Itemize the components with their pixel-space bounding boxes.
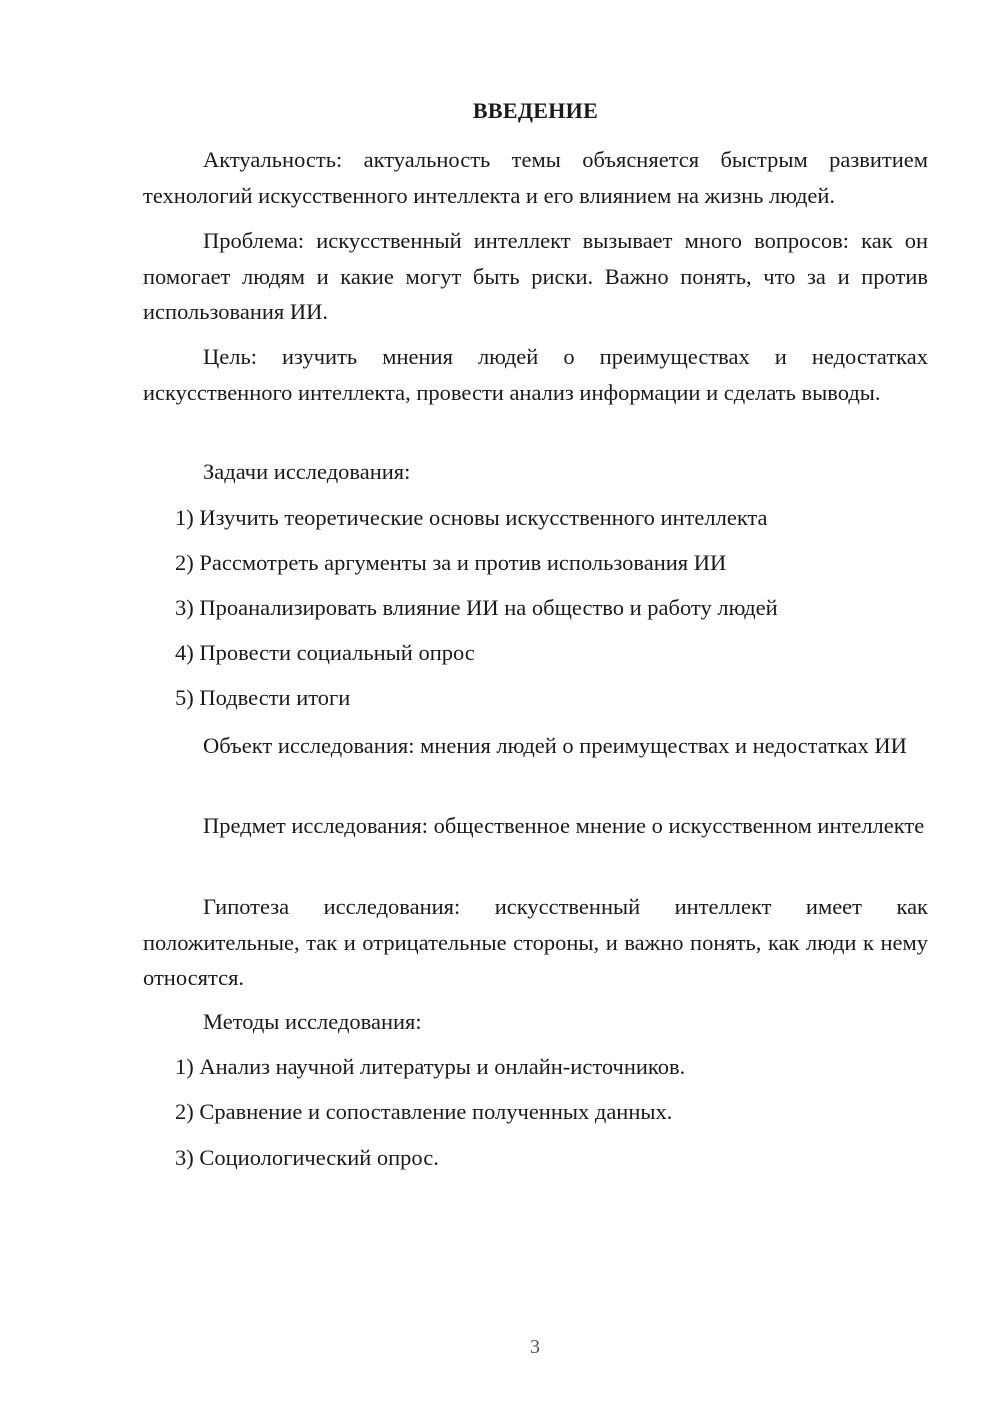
relevance-paragraph: Актуальность: актуальность темы объясняется быстрым развитием технологий искусственного интеллекта и его влиянием на жизнь людей. bbox=[143, 147, 928, 208]
object-paragraph: Объект исследования: мнения людей о преимуществах и недостатках ИИ bbox=[203, 733, 907, 758]
goal-paragraph: Цель: изучить мнения людей о преимуществах и недостатках искусственного интеллекта, провести анализ информации и сделать выводы. bbox=[143, 344, 928, 405]
task-item: 1) Изучить теоретические основы искусственного интеллекта bbox=[175, 505, 768, 530]
task-item: 2) Рассмотреть аргументы за и против использования ИИ bbox=[175, 550, 727, 575]
page-number: 3 bbox=[530, 1336, 540, 1358]
subject-paragraph: Предмет исследования: общественное мнение о искусственном интеллекте bbox=[203, 813, 925, 838]
tasks-heading: Задачи исследования: bbox=[203, 459, 411, 484]
method-item: 3) Социологический опрос. bbox=[175, 1145, 439, 1170]
method-item: 2) Сравнение и сопоставление полученных данных. bbox=[175, 1099, 673, 1124]
problem-paragraph: Проблема: искусственный интеллект вызывает много вопросов: как он помогает людям и какие могут быть риски. Важно понять, что за и против использования ИИ. bbox=[143, 228, 928, 324]
task-item: 4) Провести социальный опрос bbox=[175, 640, 475, 665]
methods-heading: Методы исследования: bbox=[203, 1009, 422, 1034]
page-title: ВВЕДЕНИЕ bbox=[472, 98, 599, 123]
method-item: 1) Анализ научной литературы и онлайн-источников. bbox=[175, 1054, 686, 1079]
hypothesis-paragraph: Гипотеза исследования: искусственный интеллект имеет как положительные, так и отрицательные стороны, и важно понять, как люди к нему относятся. bbox=[143, 894, 928, 990]
task-item: 5) Подвести итоги bbox=[175, 685, 351, 710]
task-item: 3) Проанализировать влияние ИИ на общество и работу людей bbox=[175, 595, 778, 620]
